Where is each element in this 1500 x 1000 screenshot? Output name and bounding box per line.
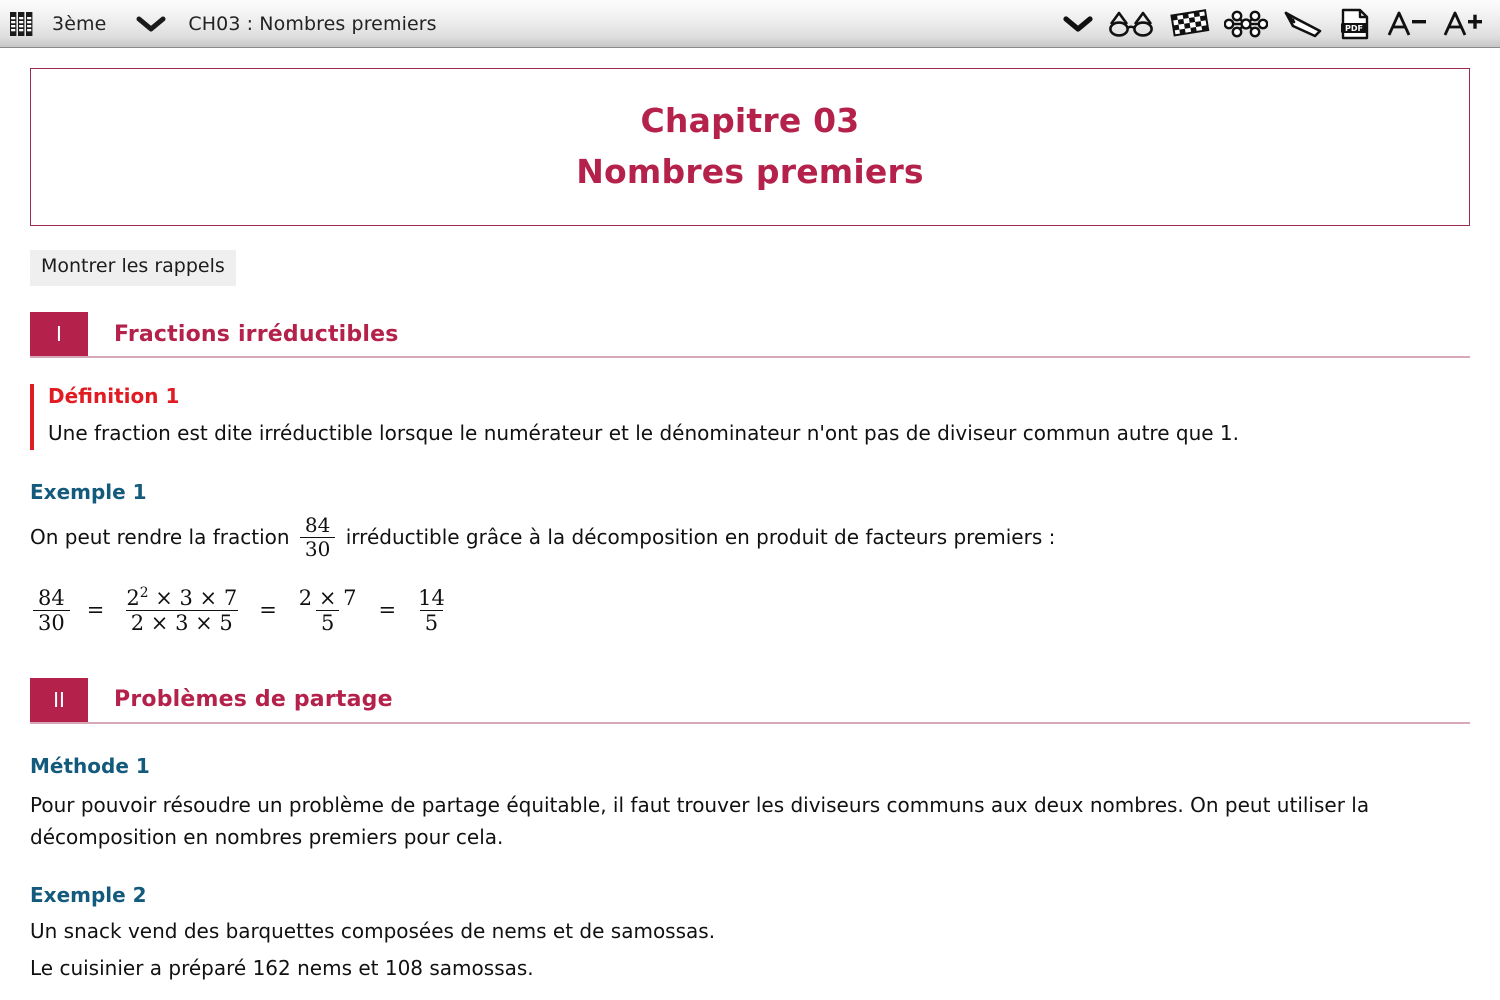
fraction-numerator bbox=[121, 584, 242, 610]
books-icon[interactable] bbox=[8, 9, 38, 39]
fraction-denominator: 5 bbox=[420, 610, 443, 634]
section-number-badge: I bbox=[30, 312, 88, 356]
toolbar-left-group bbox=[8, 9, 437, 39]
example-1-text-before: On peut rendre la fraction bbox=[30, 524, 290, 549]
example-2-line-1: Un snack vend des barquettes composées de nems et de samossas. bbox=[30, 919, 716, 944]
toolbar-right-group bbox=[1062, 8, 1490, 40]
example-2-heading: Exemple 2 bbox=[30, 883, 147, 908]
checkered-flag-icon[interactable] bbox=[1168, 9, 1210, 39]
fraction-numerator: 2 × 7 bbox=[298, 585, 357, 610]
chevron-down-icon[interactable] bbox=[136, 15, 166, 33]
section-title: Fractions irréductibles bbox=[114, 321, 399, 347]
definition-text: Une fraction est dite irréductible lorsque le numérateur et le dénominateur n'ont pas de diviseur commun autre que 1. bbox=[48, 421, 1239, 446]
equation-fraction-1 bbox=[33, 587, 70, 634]
fraction-denominator: 2 × 3 × 5 bbox=[126, 610, 238, 634]
example-2-line-2: Le cuisinier a préparé 162 nems et 108 samossas. bbox=[30, 955, 534, 980]
method-1-heading: Méthode 1 bbox=[30, 753, 150, 778]
equation-fraction-3 bbox=[294, 587, 362, 634]
example-1-statement bbox=[30, 512, 1470, 561]
font-decrease-icon[interactable] bbox=[1386, 9, 1428, 39]
equation-fraction-2 bbox=[121, 584, 242, 635]
equation-fraction-4 bbox=[413, 587, 450, 634]
example-1-equation bbox=[30, 584, 1470, 635]
chevron-down-icon[interactable] bbox=[1062, 14, 1094, 34]
font-increase-icon[interactable] bbox=[1442, 9, 1484, 39]
inline-fraction-84-30 bbox=[300, 512, 335, 561]
equals-sign-2: = bbox=[259, 598, 277, 623]
section-number-badge: II bbox=[30, 678, 88, 722]
example-1-text-after: irréductible grâce à la décomposition en produit de facteurs premiers : bbox=[345, 524, 1056, 549]
document-page bbox=[0, 68, 1500, 1000]
fraction-denominator: 30 bbox=[33, 610, 70, 634]
section-header-2 bbox=[30, 678, 1470, 724]
svg-text:PDF: PDF bbox=[1345, 23, 1363, 33]
glasses-icon[interactable] bbox=[1108, 9, 1154, 39]
chapter-name-title: Nombres premiers bbox=[576, 152, 924, 192]
definition-block bbox=[30, 384, 1470, 449]
app-toolbar bbox=[0, 0, 1500, 48]
factor-rest: × 3 × 7 bbox=[155, 585, 238, 610]
section-title: Problèmes de partage bbox=[114, 687, 393, 713]
example-1-heading: Exemple 1 bbox=[30, 479, 147, 504]
tag-icon[interactable] bbox=[1282, 9, 1324, 39]
factor-base: 2 bbox=[126, 585, 140, 610]
equals-sign-3: = bbox=[378, 598, 397, 623]
definition-heading: Définition 1 bbox=[48, 384, 180, 409]
chapter-title-box bbox=[30, 68, 1470, 226]
fraction-denominator: 30 bbox=[300, 537, 335, 560]
fraction-denominator: 5 bbox=[316, 610, 339, 634]
show-reminders-button[interactable]: Montrer les rappels bbox=[30, 250, 236, 286]
fraction-numerator: 14 bbox=[418, 585, 445, 610]
factor-exponent: 2 bbox=[139, 584, 149, 601]
equals-sign-1: = bbox=[86, 598, 105, 623]
class-level-label[interactable]: 3ème bbox=[52, 12, 107, 35]
molecule-icon[interactable] bbox=[1224, 9, 1268, 39]
fraction-numerator: 84 bbox=[38, 585, 65, 610]
method-1-text: Pour pouvoir résoudre un problème de partage équitable, il faut trouver les diviseurs communs aux deux nombres. On peut utiliser la décomposition en nombres premiers pour cela. bbox=[30, 792, 1370, 849]
chapter-number-title: Chapitre 03 bbox=[640, 101, 860, 140]
fraction-numerator: 84 bbox=[304, 512, 331, 537]
chapter-title-label[interactable]: CH03 : Nombres premiers bbox=[188, 12, 437, 35]
section-header-1 bbox=[30, 312, 1470, 358]
pdf-icon[interactable] bbox=[1338, 8, 1372, 40]
